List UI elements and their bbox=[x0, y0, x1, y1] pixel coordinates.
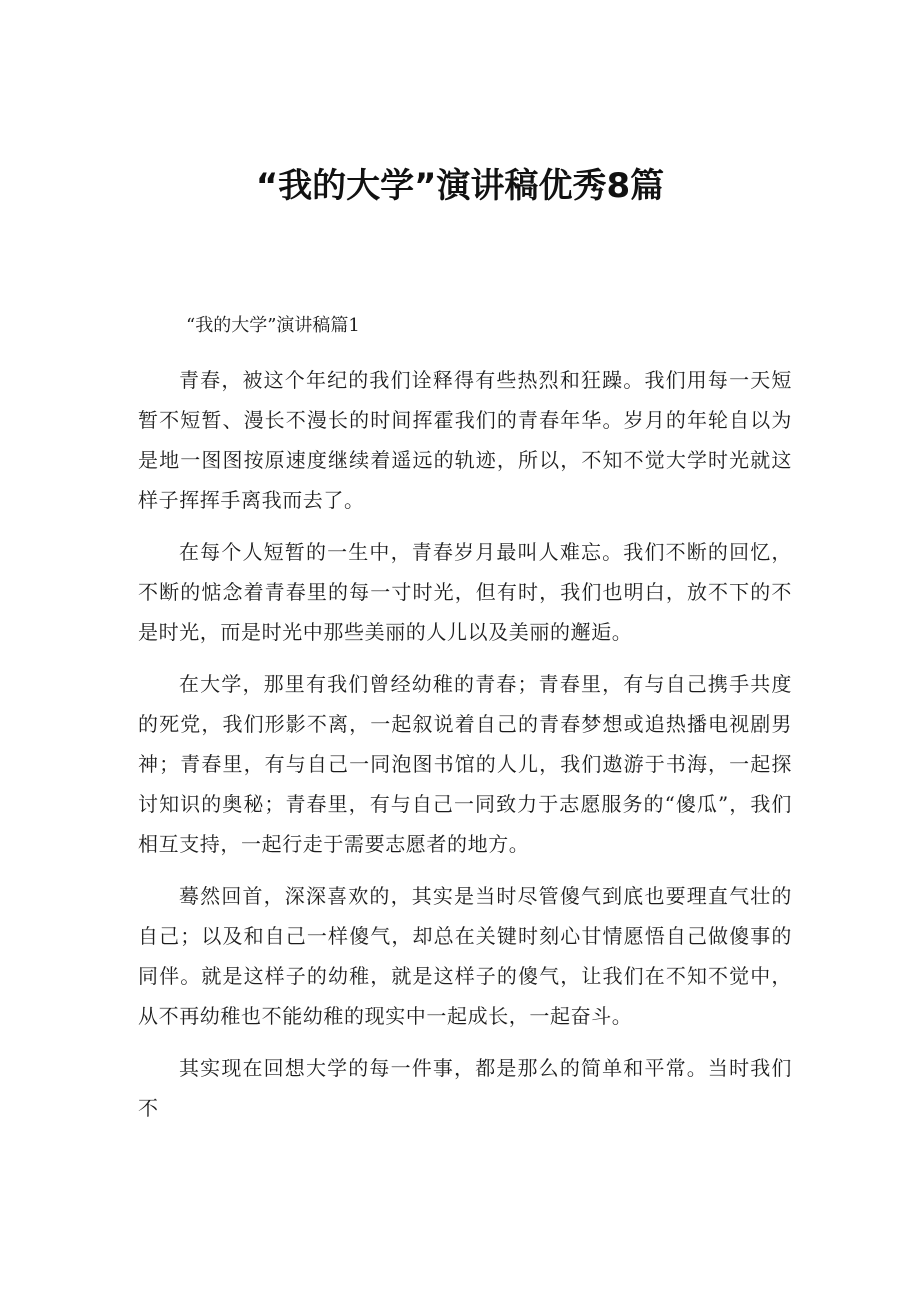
paragraph-1: 青春，被这个年纪的我们诠释得有些热烈和狂躁。我们用每一天短暂不短暂、漫长不漫长的时间挥霍我们的青春年华。岁月的年轮自以为是地一图图按原速度继续着遥远的轨迹，所以，不知不觉大学时光就这样子挥挥手离我而去了。 bbox=[138, 368, 792, 512]
paragraph-2: 在每个人短暂的一生中，青春岁月最叫人难忘。我们不断的回忆，不断的惦念着青春里的每一寸时光，但有时，我们也明白，放不下的不是时光，而是时光中那些美丽的人儿以及美丽的邂逅。 bbox=[138, 540, 792, 644]
document-body bbox=[138, 312, 792, 1128]
document-title: “我的大学”演讲稿优秀8篇 bbox=[255, 166, 665, 206]
paragraph-3: 在大学，那里有我们曾经幼稚的青春；青春里，有与自己携手共度的死党，我们形影不离，一起叙说着自己的青春梦想或追热播电视剧男神；青春里，有与自己一同泡图书馆的人儿，我们遨游于书海，一起探讨知识的奥秘；青春里，有与自己一同致力于志愿服务的“傻瓜”，我们相互支持，一起行走于需要志愿者的地方。 bbox=[138, 672, 792, 856]
section-title: “我的大学”演讲稿篇1 bbox=[186, 315, 360, 336]
paragraph-4: 蓦然回首，深深喜欢的，其实是当时尽管傻气到底也要理直气壮的自己；以及和自己一样傻气，却总在关键时刻心甘情愿悟自己做傻事的同伴。就是这样子的幼稚，就是这样子的傻气，让我们在不知不觉中，从不再幼稚也不能幼稚的现实中一起成长，一起奋斗。 bbox=[138, 884, 792, 1028]
paragraph-5: 其实现在回想大学的每一件事，都是那么的简单和平常。当时我们不 bbox=[138, 1056, 792, 1120]
